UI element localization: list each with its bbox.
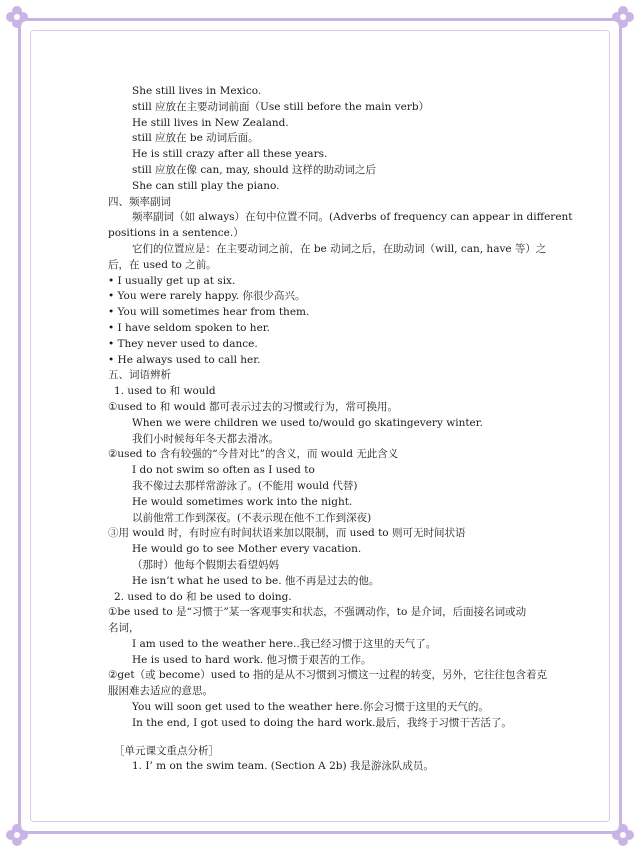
- text-line: still 应放在像 can, may, should 这样的助动词之后: [132, 163, 377, 176]
- text-line: positions in a sentence.）: [108, 227, 244, 240]
- text-line: She still lives in Mexico.: [132, 85, 262, 97]
- text-line: 服困难去适应的意思。: [108, 685, 213, 698]
- text-line: ③用 would 时，有时应有时间状语来加以限制，而 used to 则可无时间状语: [108, 527, 466, 540]
- text-line: In the end, I got used to doing the hard work.最后，我终于习惯干苦活了。: [132, 716, 512, 729]
- text-line: ②get（或 become）used to 指的是从不习惯到习惯这一过程的转变，另外，它往往包含着克: [108, 669, 548, 682]
- text-line: still 应放在 be 动词后面。: [132, 132, 259, 145]
- text-line: He still lives in New Zealand.: [132, 116, 289, 129]
- text-line: 五、词语辨析: [108, 369, 171, 382]
- flower-corner-icon: [4, 4, 30, 30]
- text-line: 1. used to 和 would: [114, 385, 216, 398]
- text-line: 它们的位置应是：在主要动词之前，在 be 动词之后，在助动词（will, can, have 等）之: [132, 242, 547, 255]
- flower-corner-icon: [4, 822, 30, 848]
- text-line: She can still play the piano.: [132, 179, 280, 192]
- text-line: He is still crazy after all these years.: [132, 148, 328, 161]
- text-line: 四、频率副词: [108, 195, 171, 208]
- text-line: He would sometimes work into the night.: [132, 495, 353, 508]
- text-line: He is used to hard work. 他习惯于艰苦的工作。: [132, 653, 372, 666]
- text-line: • You were rarely happy. 你很少高兴。: [108, 290, 306, 303]
- text-line: He would go to see Mother every vacation.: [132, 543, 362, 556]
- flower-corner-icon: [610, 822, 636, 848]
- text-line: I am used to the weather here..我已经习惯于这里的天气了。: [132, 637, 437, 650]
- text-line: 后，在 used to 之前。: [108, 258, 217, 271]
- text-line: 频率副词（如 always）在句中位置不同。(Adverbs of frequency can appear in different: [132, 211, 573, 224]
- text-line: • I have seldom spoken to her.: [108, 321, 270, 334]
- text-line: ①used to 和 would 都可表示过去的习惯或行为，常可换用。: [108, 400, 399, 413]
- text-line: • They never used to dance.: [108, 337, 258, 350]
- text-line: still 应放在主要动词前面（Use still before the main verb）: [132, 100, 430, 113]
- text-line: When we were children we used to/would go skatingevery winter.: [132, 416, 483, 429]
- flower-corner-icon: [610, 4, 636, 30]
- spacer: [108, 732, 560, 744]
- text-line: ②used to 含有较强的“今昔对比”的含义，而 would 无此含义: [108, 448, 399, 461]
- text-line: 我不像过去那样常游泳了。(不能用 would 代替): [132, 479, 358, 492]
- text-line: • I usually get up at six.: [108, 274, 236, 287]
- text-line: ①be used to 是“习惯于”某一客观事实和状态，不强调动作，to 是介词，后面接名词或动: [108, 606, 527, 619]
- text-line: ［单元课文重点分析］: [114, 744, 219, 757]
- text-line: You will soon get used to the weather here.你会习惯于这里的天气的。: [132, 701, 489, 714]
- text-line: He isn’t what he used to be. 他不再是过去的他。: [132, 574, 380, 587]
- text-line: （那时）他每个假期去看望妈妈: [132, 558, 279, 571]
- text-line: 名词，: [108, 622, 140, 635]
- document-text: [108, 84, 573, 775]
- text-line: 以前他常工作到深夜。(不表示现在他不工作到深夜): [132, 511, 372, 524]
- text-line: • He always used to call her.: [108, 353, 261, 366]
- text-line: I do not swim so often as I used to: [132, 464, 315, 477]
- text-line: 我们小时候每年冬天都去滑冰。: [132, 432, 279, 445]
- text-line: 1. I’ m on the swim team. (Section A 2b) 我是游泳队成员。: [132, 760, 434, 773]
- text-line: • You will sometimes hear from them.: [108, 306, 310, 319]
- text-line: 2. used to do 和 be used to doing.: [114, 590, 292, 603]
